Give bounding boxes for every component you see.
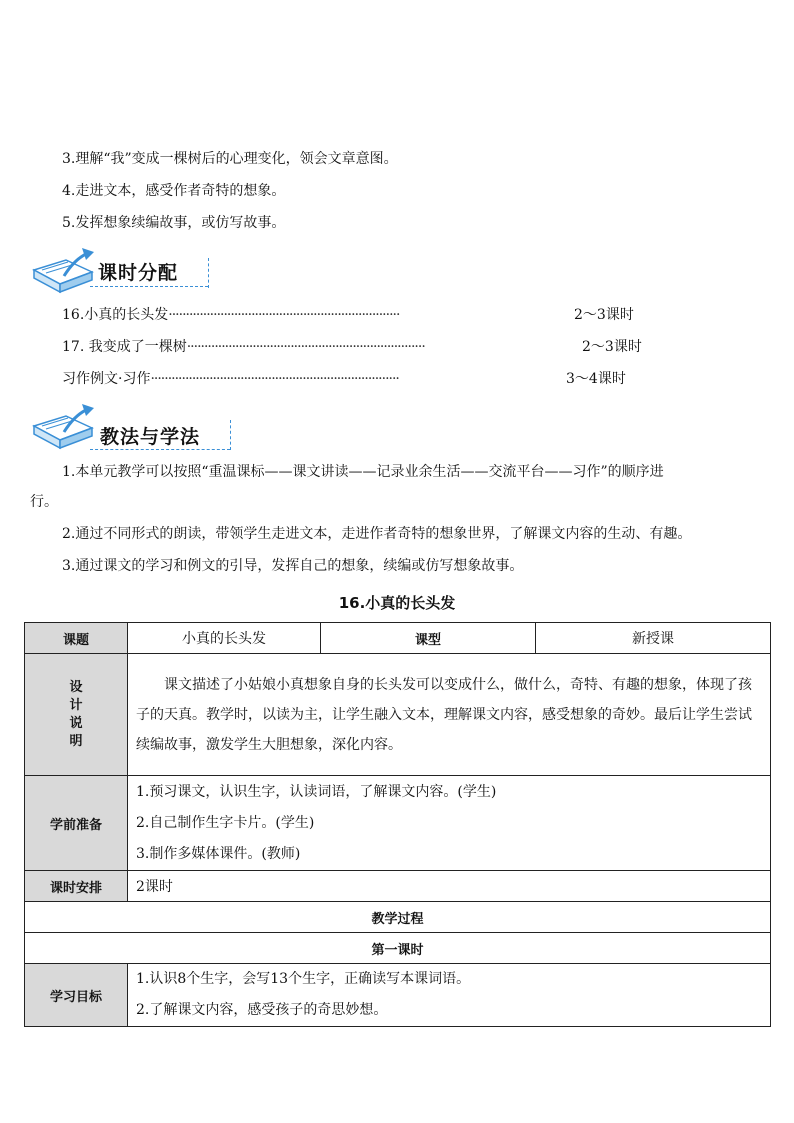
- intro-item-5: 5.发挥想象续编故事，或仿写故事。: [62, 215, 286, 231]
- schedule-entry-hours: 2～3课时: [574, 307, 634, 323]
- methods-item-1: 1.本单元教学可以按照“重温课标——课文讲读——记录业余生活——交流平台——习作”的顺序进: [62, 464, 664, 480]
- section-methods-header: [30, 402, 240, 452]
- methods-item-3: 3.通过课文的学习和例文的引导，发挥自己的想象，续编或仿写想象故事。: [62, 558, 524, 574]
- schedule-entry-name: 17. 我变成了一棵树: [62, 339, 187, 355]
- prep-item: 2.自己制作生字卡片。(学生): [136, 814, 315, 831]
- section-schedule-title: 课时分配: [98, 262, 179, 284]
- prep-item: 1.预习课文，认识生字，认读词语，了解课文内容。(学生): [136, 783, 497, 800]
- section-schedule-header: [30, 246, 220, 296]
- topic-value: 小真的长头发: [128, 623, 321, 654]
- design-label: 设计说明: [25, 654, 128, 776]
- schedule-value: 2课时: [128, 871, 771, 902]
- schedule-entry: 17. 我变成了一棵树·····································································: [62, 339, 425, 355]
- topic-label: 课题: [25, 623, 128, 654]
- goals-list: [128, 964, 771, 1027]
- goal-item: 1.认识8个生字，会写13个生字，正确读写本课词语。: [136, 971, 471, 987]
- schedule-entry-name: 习作例文·习作: [62, 371, 151, 387]
- prep-list: [128, 776, 771, 871]
- process-heading: 教学过程: [25, 902, 771, 933]
- book-arrow-icon: [30, 402, 100, 454]
- book-arrow-icon: [30, 246, 100, 298]
- schedule-entry-hours: 2～3课时: [582, 339, 642, 355]
- schedule-entry-hours: 3～4课时: [566, 371, 626, 387]
- methods-item-2: 2.通过不同形式的朗读，带领学生走进文本，走进作者奇特的想象世界，了解课文内容的生动、有趣。: [62, 526, 692, 542]
- methods-item-1-cont: 行。: [30, 494, 58, 510]
- schedule-entry: 习作例文·习作········································································: [62, 371, 399, 387]
- goal-item: 2.了解课文内容，感受孩子的奇思妙想。: [136, 1002, 388, 1018]
- prep-label: 学前准备: [25, 776, 128, 871]
- intro-item-4: 4.走进文本，感受作者奇特的想象。: [62, 183, 286, 199]
- type-value: 新授课: [536, 623, 771, 654]
- schedule-entry-name: 16.小真的长头发: [62, 307, 169, 323]
- type-label: 课型: [321, 623, 536, 654]
- schedule-entry: 16.小真的长头发···································································: [62, 307, 400, 323]
- design-text: 课文描述了小姑娘小真想象自身的长头发可以变成什么，做什么，奇特、有趣的想象，体现了孩子的天真。教学时，以读为主，让学生融入文本，理解课文内容，感受想象的奇妙。最后让学生尝试续编故事，激发学生大胆想象，深化内容。: [128, 654, 771, 776]
- goals-label: 学习目标: [25, 964, 128, 1027]
- section-methods-title: 教法与学法: [100, 426, 201, 448]
- lesson-title: 16.小真的长头发: [338, 594, 456, 612]
- lesson-table: [24, 622, 771, 1027]
- first-lesson-heading: 第一课时: [25, 933, 771, 964]
- prep-item: 3.制作多媒体课件。(教师): [136, 845, 301, 862]
- intro-item-3: 3.理解“我”变成一棵树后的心理变化，领会文章意图。: [62, 151, 398, 167]
- schedule-label: 课时安排: [25, 871, 128, 902]
